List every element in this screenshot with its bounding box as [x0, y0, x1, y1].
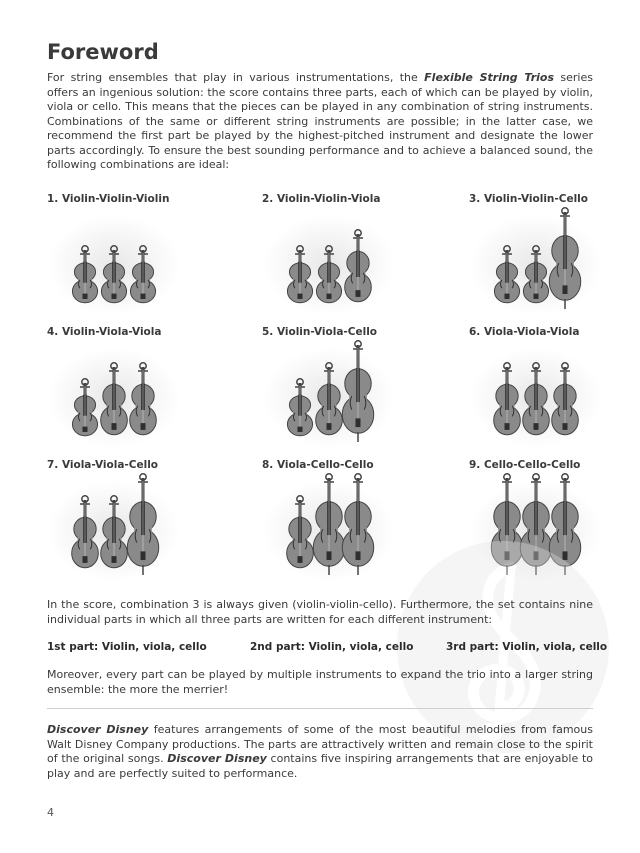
combination-7	[47, 459, 237, 581]
combination-label: 3. Violin-Violin-Cello	[469, 193, 588, 205]
disney-text: features arrangements of some of the most beautiful melodies from famous Walt Disney Company productions. The parts are attractively written and remain close to the spirit of the original songs.	[47, 723, 593, 765]
instrument-trio-illustration	[47, 473, 182, 581]
disney-title: Discover Disney	[47, 723, 149, 736]
page-title: Foreword	[47, 40, 159, 64]
third-part-label: 3rd part: Violin, viola, cello	[446, 641, 608, 653]
intro-text-after: series offers an ingenious solution: the score contains three parts, each of which can be played by violin, viola or cello. This means that the pieces can be played in any combination of string instruments. Combinations of the same or different string instruments are possible; in the latter case, we recommend the first part be played by the highest-pitched instrument and designate the lower parts accordingly. To ensure the best sounding performance and to achieve a balanced sound, the following combinations are ideal:	[47, 71, 593, 171]
combination-label: 2. Violin-Violin-Viola	[262, 193, 381, 205]
combination-label: 1. Violin-Violin-Violin	[47, 193, 170, 205]
disney-paragraph	[47, 723, 593, 781]
instrument-trio-illustration	[469, 340, 604, 448]
combination-5	[262, 326, 452, 448]
instrument-trio-illustration	[262, 207, 397, 315]
combination-label: 6. Viola-Viola-Viola	[469, 326, 580, 338]
disney-text: contains five inspiring arrangements that are enjoyable to play and are perfectly suited to performance.	[47, 752, 593, 780]
combination-3	[469, 193, 640, 315]
page-number: 4	[47, 806, 54, 819]
combination-2	[262, 193, 452, 315]
combination-4	[47, 326, 237, 448]
instrument-trio-illustration	[47, 207, 182, 315]
disney-title: Discover Disney	[167, 752, 267, 765]
second-part-label: 2nd part: Violin, viola, cello	[250, 641, 414, 653]
first-part-label: 1st part: Violin, viola, cello	[47, 641, 207, 653]
instrument-trio-illustration	[262, 340, 397, 448]
series-name: Flexible String Trios	[424, 71, 555, 84]
combination-label: 4. Violin-Viola-Viola	[47, 326, 162, 338]
section-divider	[47, 708, 593, 709]
instrument-trio-illustration	[469, 207, 604, 315]
combination-label: 8. Viola-Cello-Cello	[262, 459, 374, 471]
intro-text-before: For string ensembles that play in various instrumentations, the	[47, 71, 425, 84]
combination-label: 5. Violin-Viola-Cello	[262, 326, 378, 338]
combination-label: 7. Viola-Viola-Cello	[47, 459, 159, 471]
moreover-paragraph: Moreover, every part can be played by multiple instruments to expand the trio into a larger string ensemble: the more the merrier!	[47, 668, 593, 696]
instrument-trio-illustration	[262, 473, 397, 581]
intro-paragraph	[47, 71, 593, 173]
score-note-paragraph: In the score, combination 3 is always given (violin-violin-cello). Furthermore, the set contains nine individual parts in which all three parts are written for each different instrument:	[47, 598, 593, 626]
combination-label: 9. Cello-Cello-Cello	[469, 459, 581, 471]
combination-1	[47, 193, 237, 315]
combination-6	[469, 326, 640, 448]
instrument-trio-illustration	[47, 340, 182, 448]
